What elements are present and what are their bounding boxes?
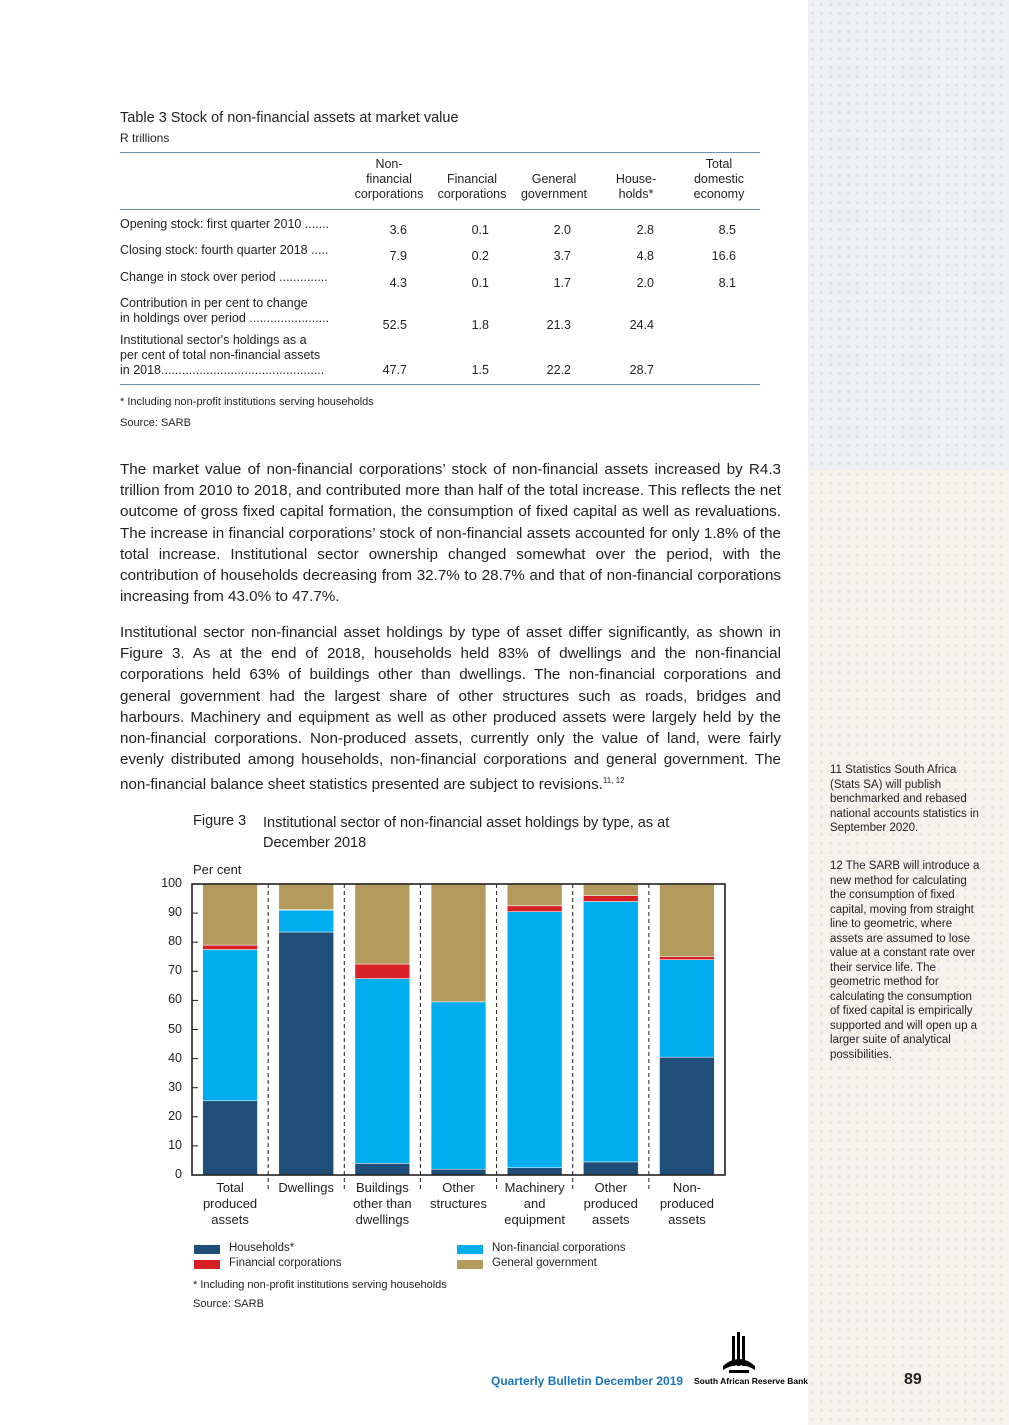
x-category-label-line: Dwellings <box>278 1180 335 1195</box>
table-column-header <box>591 157 681 202</box>
table-cell: 24.4 <box>629 318 654 332</box>
bar-segment <box>660 960 715 1057</box>
table-cell: 21.3 <box>546 318 571 332</box>
table-column-header-line <box>591 157 681 172</box>
table-row-label-line: per cent of total non-financial assets <box>120 348 321 362</box>
bar-segment <box>583 884 638 896</box>
paragraph-2-text: Institutional sector non-financial asset holdings by type of asset differ significantly, as shown in Figure 3. As at the end of 2018, households held 83% of dwellings and the non-financial corporations held 63% of buildings other than dwellings. The non-financial corporations and general government had the largest share of other structures such as roads, bridges and harbours. Machinery and equipment as well as other produced assets were largely held by the non-financial corporations. Non-produced assets, currently only the value of land, were fairly evenly distributed among households, non-financial corporations and general government. The non-financial balance sheet statistics presented are subject to revisions. <box>120 624 781 794</box>
table-column-header-line <box>509 157 599 172</box>
table-cell: 1.5 <box>471 363 489 377</box>
x-category-label-line: assets <box>211 1212 249 1227</box>
y-tick-label: 40 <box>168 1050 182 1065</box>
y-tick-label: 70 <box>168 963 182 978</box>
table-row-label <box>120 270 345 285</box>
legend-swatch <box>194 1260 220 1269</box>
bar-segment <box>355 884 410 964</box>
table-cell: 3.6 <box>389 223 407 237</box>
bar-segment <box>583 896 638 902</box>
table-cell: 16.6 <box>711 249 736 263</box>
y-tick-label: 0 <box>175 1167 182 1181</box>
page-number: 89 <box>904 1371 922 1388</box>
table-cell: 8.5 <box>718 223 736 237</box>
y-tick-label: 50 <box>168 1021 182 1036</box>
table-column-header-line: economy <box>693 187 745 201</box>
table-column-header <box>674 157 764 202</box>
table-unit: R trillions <box>120 131 170 145</box>
table-cell: 3.7 <box>553 249 571 263</box>
table-column-header-line: corporations <box>354 187 424 201</box>
sarb-logo-icon <box>719 1330 759 1376</box>
sidenote-12: 12 The SARB will introduce a new method for calculating the consumption of fixed capital, moving from straight line to geometric, where assets are assumed to lose value at a constant rate over their service life. The geometric method for calculating the consumption of fixed capital is empirically supported and will open up a larger suite of analytical possibilities. <box>830 860 980 1061</box>
table-row-label <box>120 296 345 326</box>
table-cell: 2.8 <box>636 223 654 237</box>
bar-segment <box>660 1057 715 1175</box>
x-category-label <box>497 1180 573 1228</box>
y-tick-label: 90 <box>168 905 182 920</box>
table-column-header <box>344 157 434 202</box>
publication-name: Quarterly Bulletin December 2019 <box>491 1374 684 1388</box>
bar-segment <box>203 945 258 949</box>
bar-segment <box>355 979 410 1164</box>
figure-title: Institutional sector of non-financial asset holdings by type, as at December 2018 <box>263 815 670 851</box>
table-source: Source: SARB <box>120 417 191 429</box>
table-column-header-line: government <box>520 187 587 201</box>
table-row-label-line: Closing stock: fourth quarter 2018 ..... <box>120 243 329 257</box>
table-column-header <box>509 157 599 202</box>
bar-segment <box>431 1002 486 1169</box>
table-row-label-line: Opening stock: first quarter 2010 ....... <box>120 217 330 231</box>
legend-label: Households* <box>229 1242 295 1254</box>
x-category-label-line: produced <box>583 1196 638 1211</box>
table-cell: 2.0 <box>636 276 654 290</box>
table-column-header-line: Non- <box>375 157 403 171</box>
stacked-bar-chart <box>180 870 740 1190</box>
x-category-label-line: Machinery <box>504 1180 565 1195</box>
bar-segment <box>431 1169 486 1175</box>
table-column-header-line: General <box>531 172 577 186</box>
legend-swatch <box>457 1245 483 1254</box>
table-row-label-line: Change in stock over period .............. <box>120 270 328 284</box>
bar-segment <box>355 1163 410 1175</box>
margin-pattern-top <box>808 0 1009 470</box>
bar-segment <box>431 884 486 1002</box>
table-cell: 22.2 <box>546 363 571 377</box>
table-column-header-line: Financial <box>446 172 498 186</box>
x-category-label-line: equipment <box>504 1212 565 1227</box>
paragraph-1: The market value of non-financial corporations’ stock of non-financial assets increased by R4.3 trillion from 2010 to 2018, and contributed more than half of the total increase. This reflects the net outcome of gross fixed capital formation, the consumption of fixed capital as well as revaluations. The increase in financial corporations’ stock of non-financial assets accounted for only 1.8% of the total increase. Institutional sector ownership changed somewhat over the period, with the contribution of households decreasing from 32.7% to 28.7% and that of non-financial corporations increasing from 43.0% to 47.7%. <box>120 461 781 606</box>
sidenote-11: 11 Statistics South Africa (Stats SA) will publish benchmarked and rebased national accounts statistics in September 2020. <box>830 764 979 834</box>
x-category-label-line: assets <box>591 1212 630 1227</box>
table-footnote: * Including non-profit institutions serving households <box>120 396 374 408</box>
figure-footnote: * Including non-profit institutions serving households <box>193 1279 447 1291</box>
y-tick-label: 100 <box>161 876 182 890</box>
legend-label: Non-financial corporations <box>492 1242 626 1254</box>
table-cell: 8.1 <box>718 276 736 290</box>
x-category-label-line: produced <box>659 1196 715 1211</box>
table-cell: 1.8 <box>471 318 489 332</box>
table-cell: 1.7 <box>553 276 571 290</box>
x-category-label-line: dwellings <box>355 1212 410 1227</box>
table-row-label-line: in 2018............................................... <box>120 363 325 377</box>
legend-label: Financial corporations <box>229 1257 342 1269</box>
table-column-header <box>427 157 517 202</box>
bar-segment <box>507 884 562 906</box>
bar-segment <box>279 884 334 910</box>
x-category-label <box>649 1180 725 1228</box>
table-column-header-line: Total <box>705 157 733 171</box>
x-category-label-line: structures <box>429 1196 488 1211</box>
x-category-label <box>192 1180 268 1228</box>
table-top-rule <box>120 152 760 153</box>
bar-segment <box>203 884 258 945</box>
y-tick-label: 60 <box>168 992 182 1007</box>
table-title: Table 3 Stock of non-financial assets at market value <box>120 110 459 126</box>
x-category-label-line: assets <box>668 1212 706 1227</box>
table-cell: 28.7 <box>629 363 654 377</box>
legend-swatch <box>194 1245 220 1254</box>
bar-segment <box>583 1162 638 1175</box>
table-row-label-line: Institutional sector's holdings as a <box>120 333 307 347</box>
table-row-label-line: in holdings over period ....................... <box>120 311 330 325</box>
table-cell: 0.2 <box>471 249 489 263</box>
x-category-label <box>344 1180 420 1228</box>
table-row-label <box>120 243 345 258</box>
table-cell: 0.1 <box>471 276 489 290</box>
bar-segment <box>583 901 638 1161</box>
table-column-header-line: financial <box>366 172 412 186</box>
table-column-header-line: holds* <box>618 187 654 201</box>
table-cell: 0.1 <box>471 223 489 237</box>
x-category-label <box>268 1180 344 1196</box>
table-column-header-line <box>427 157 517 172</box>
footnote-ref: 11, 12 <box>602 776 625 786</box>
paragraph-2 <box>120 622 781 796</box>
bar-segment <box>660 884 715 957</box>
x-category-label-line: Total <box>216 1180 244 1195</box>
table-column-header-line: House- <box>615 172 657 186</box>
figure-source: Source: SARB <box>193 1298 264 1310</box>
bar-segment <box>507 912 562 1168</box>
table-cell: 4.8 <box>636 249 654 263</box>
table-bottom-rule <box>120 384 760 385</box>
bank-name: South African Reserve Bank <box>694 1376 808 1386</box>
table-column-header-line: domestic <box>693 172 745 186</box>
bar-segment <box>203 949 258 1100</box>
table-cell: 2.0 <box>553 223 571 237</box>
x-category-label <box>573 1180 649 1228</box>
x-category-label <box>421 1180 497 1212</box>
bar-segment <box>279 932 334 1175</box>
bar-segment <box>660 957 715 960</box>
y-tick-label: 10 <box>168 1137 182 1152</box>
x-category-label-line: Buildings <box>355 1180 409 1195</box>
x-category-label-line: and <box>523 1196 546 1211</box>
table-column-header-line: corporations <box>437 187 507 201</box>
table-header-rule <box>120 209 760 210</box>
table-cell: 7.9 <box>389 249 407 263</box>
table-cell: 4.3 <box>389 276 407 290</box>
bar-segment <box>507 1168 562 1175</box>
table-cell: 52.5 <box>382 318 407 332</box>
y-axis-title: Per cent <box>193 862 242 877</box>
table-row-label <box>120 333 345 378</box>
figure-label: Figure 3 <box>193 813 247 829</box>
legend-swatch <box>457 1260 483 1269</box>
x-category-label-line: Other <box>594 1180 628 1195</box>
x-category-label-line: other than <box>353 1196 412 1211</box>
x-category-label-line: Non- <box>672 1180 702 1195</box>
bar-segment <box>279 910 334 932</box>
table-row-label-line: Contribution in per cent to change <box>120 296 308 310</box>
y-tick-label: 30 <box>168 1079 182 1094</box>
y-tick-label: 20 <box>168 1108 182 1123</box>
x-category-label-line: Other <box>442 1180 475 1195</box>
margin-panel <box>808 0 1009 1425</box>
table-row-label <box>120 217 345 232</box>
bar-segment <box>203 1101 258 1175</box>
bar-segment <box>355 964 410 979</box>
legend-label: General government <box>492 1257 597 1269</box>
bar-segment <box>507 906 562 912</box>
table-cell: 47.7 <box>382 363 407 377</box>
x-category-label-line: produced <box>202 1196 258 1211</box>
y-tick-label: 80 <box>168 934 182 949</box>
